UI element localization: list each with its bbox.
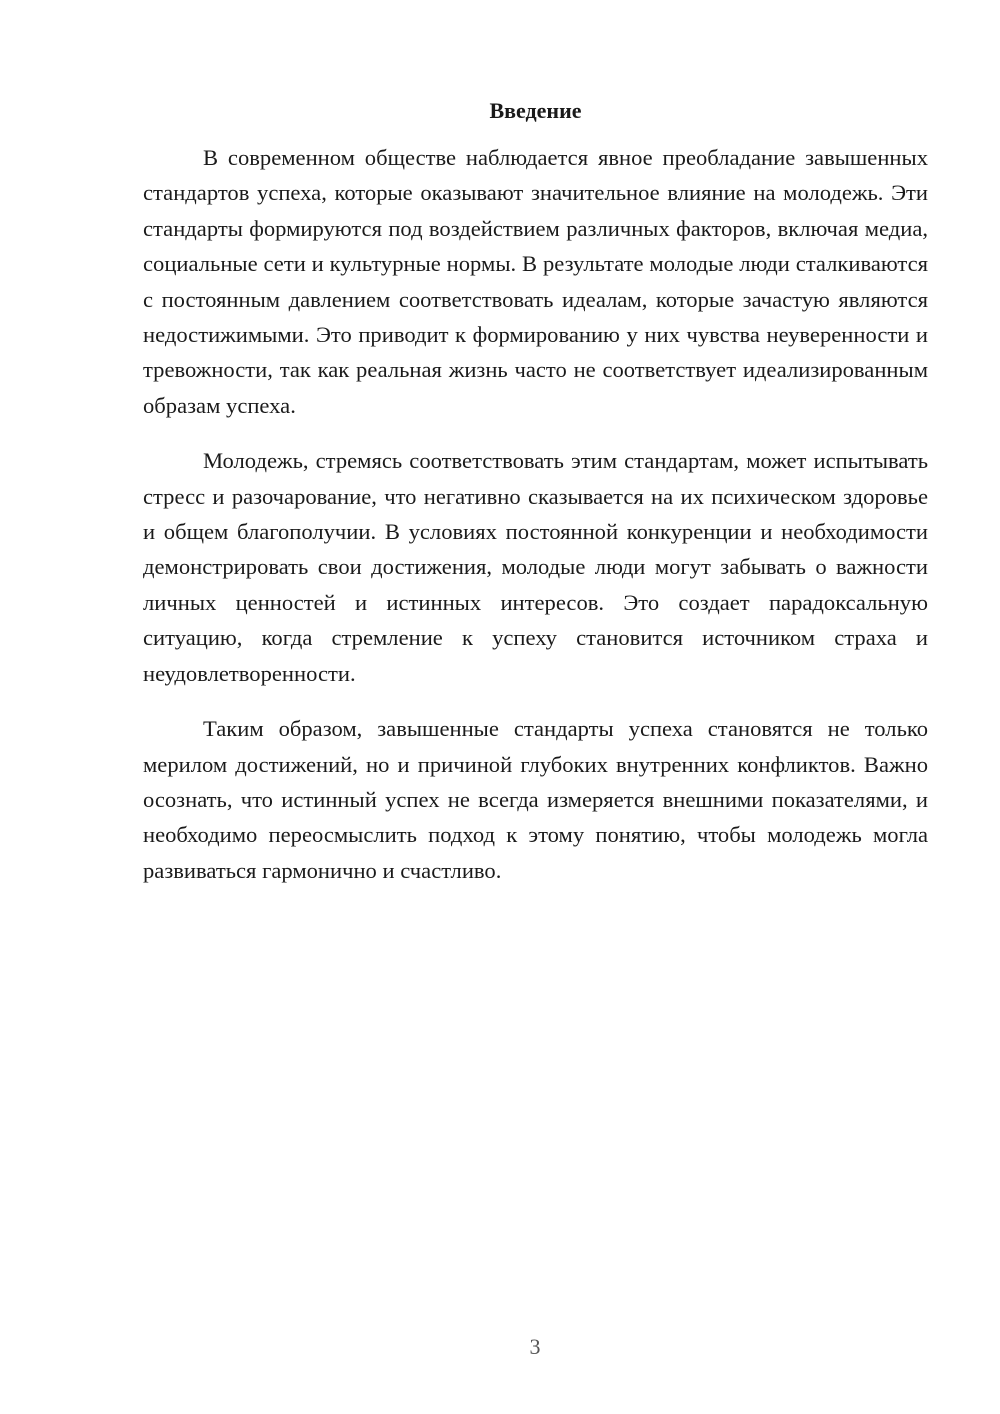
paragraph-2: Молодежь, стремясь соответствовать этим стандартам, может испытывать стресс и разочарование, что негативно сказывается на их психическом здоровье и общем благополучии. В условиях постоянной конкуренции и необходимости демонстрировать свои достижения, молодые люди могут забывать о важности личных ценностей и истинных интересов. Это создает парадоксальную ситуацию, когда стремление к успеху становится источником страха и неудовлетворенности. [143, 448, 928, 686]
paragraph-1: В современном обществе наблюдается явное преобладание завышенных стандартов успеха, которые оказывают значительное влияние на молодежь. Эти стандарты формируются под воздействием различных факторов, включая медиа, социальные сети и культурные нормы. В результате молодые люди сталкиваются с постоянным давлением соответствовать идеалам, которые зачастую являются недостижимыми. Это приводит к формированию у них чувства неуверенности и тревожности, так как реальная жизнь часто не соответствует идеализированным образам успеха. [143, 145, 928, 418]
page-number: 3 [529, 1334, 541, 1359]
paragraph-3: Таким образом, завышенные стандарты успеха становятся не только мерилом достижений, но и причиной глубоких внутренних конфликтов. Важно осознать, что истинный успех не всегда измеряется внешними показателями, и необходимо переосмыслить подход к этому понятию, чтобы молодежь могла развиваться гармонично и счастливо. [143, 716, 928, 883]
document-body [143, 96, 928, 908]
section-heading: Введение [489, 98, 582, 123]
